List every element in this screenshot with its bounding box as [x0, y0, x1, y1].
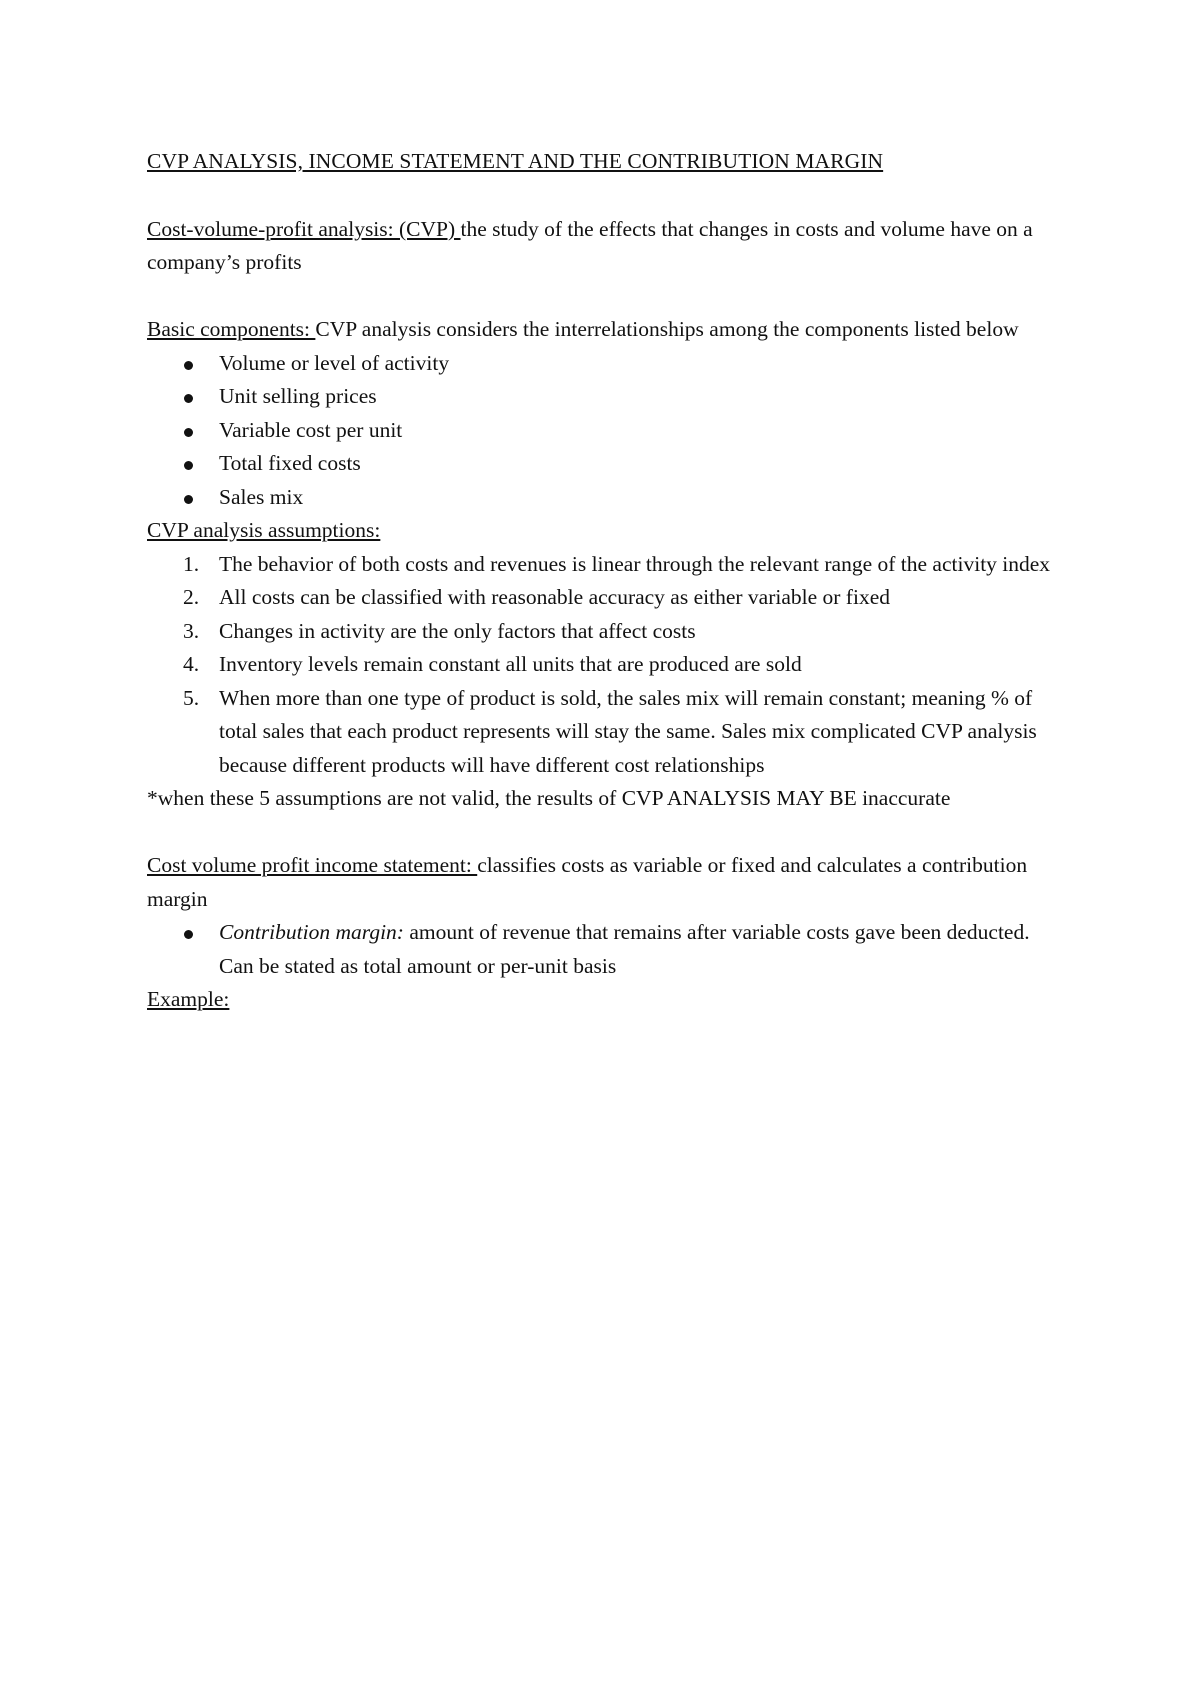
- cvp-definition-term: Cost-volume-profit analysis: (CVP): [147, 216, 461, 241]
- document-page: [147, 145, 1067, 1017]
- contribution-margin-list: [147, 916, 1067, 983]
- list-item: [147, 648, 1067, 682]
- list-number: 4.: [183, 652, 200, 676]
- list-item: [147, 481, 1067, 515]
- example-heading: [147, 983, 1067, 1017]
- document-title: CVP ANALYSIS, INCOME STATEMENT AND THE CONTRIBUTION MARGIN: [147, 149, 884, 173]
- bullet-icon: [184, 461, 193, 470]
- list-item: [147, 581, 1067, 615]
- list-item-text: All costs can be classified with reasonable accuracy as either variable or fixed: [219, 585, 890, 609]
- bullet-icon: [184, 495, 193, 504]
- basic-components-paragraph: [147, 313, 1067, 347]
- list-item: [147, 548, 1067, 582]
- bullet-icon: [184, 361, 193, 370]
- assumptions-heading: [147, 514, 1067, 548]
- list-item-text: Changes in activity are the only factors that affect costs: [219, 618, 696, 643]
- list-item: [147, 414, 1067, 448]
- list-item-text: Sales mix: [219, 484, 304, 509]
- bullet-icon: [184, 428, 193, 437]
- list-number: 2.: [183, 585, 200, 609]
- basic-components-list: [147, 347, 1067, 515]
- list-item-text: When more than one type of product is sold, the sales mix will remain constant; meaning % of total sales that each product represents will stay the same. Sales mix complicated CVP analysis because different products will have different cost relationships: [219, 685, 1037, 777]
- list-item: [147, 380, 1067, 414]
- list-item: [147, 347, 1067, 381]
- list-item-text: Unit selling prices: [219, 384, 377, 408]
- assumptions-note: *when these 5 assumptions are not valid, the results of CVP ANALYSIS MAY BE inaccurate: [147, 786, 951, 810]
- list-item: [147, 916, 1067, 983]
- list-item-text: Volume or level of activity: [219, 350, 450, 375]
- income-statement-paragraph: [147, 849, 1067, 916]
- list-number: 5.: [183, 685, 200, 710]
- cvp-definition-text: the study of the effects that changes in costs and volume have on a company’s profits: [147, 216, 1033, 274]
- list-item-text: Variable cost per unit: [219, 417, 403, 442]
- cvp-definition-paragraph: [147, 213, 1067, 280]
- bullet-icon: [184, 394, 193, 403]
- assumptions-heading-text: CVP analysis assumptions:: [147, 518, 381, 542]
- list-item-text: Total fixed costs: [219, 451, 361, 475]
- list-item-text: The behavior of both costs and revenues is linear through the relevant range of the activity index: [219, 551, 1051, 576]
- list-number: 3.: [183, 618, 200, 643]
- bullet-icon: [184, 930, 193, 939]
- list-item: [147, 615, 1067, 649]
- basic-components-text: CVP analysis considers the interrelationships among the components listed below: [315, 317, 1019, 341]
- basic-components-term: Basic components:: [147, 317, 316, 341]
- income-statement-text: classifies costs as variable or fixed and calculates a contribution margin: [147, 853, 1028, 911]
- list-number: 1.: [183, 551, 200, 576]
- list-item-text: Inventory levels remain constant all units that are produced are sold: [219, 652, 802, 676]
- example-heading-text: Example:: [147, 987, 230, 1011]
- list-item: [147, 682, 1067, 783]
- list-item: [147, 447, 1067, 481]
- contribution-margin-text: amount of revenue that remains after variable costs gave been deducted. Can be stated as total amount or per-unit basis: [219, 920, 1030, 978]
- income-statement-term: Cost volume profit income statement:: [147, 853, 478, 877]
- contribution-margin-term: Contribution margin:: [219, 920, 410, 944]
- assumptions-list: [147, 548, 1067, 783]
